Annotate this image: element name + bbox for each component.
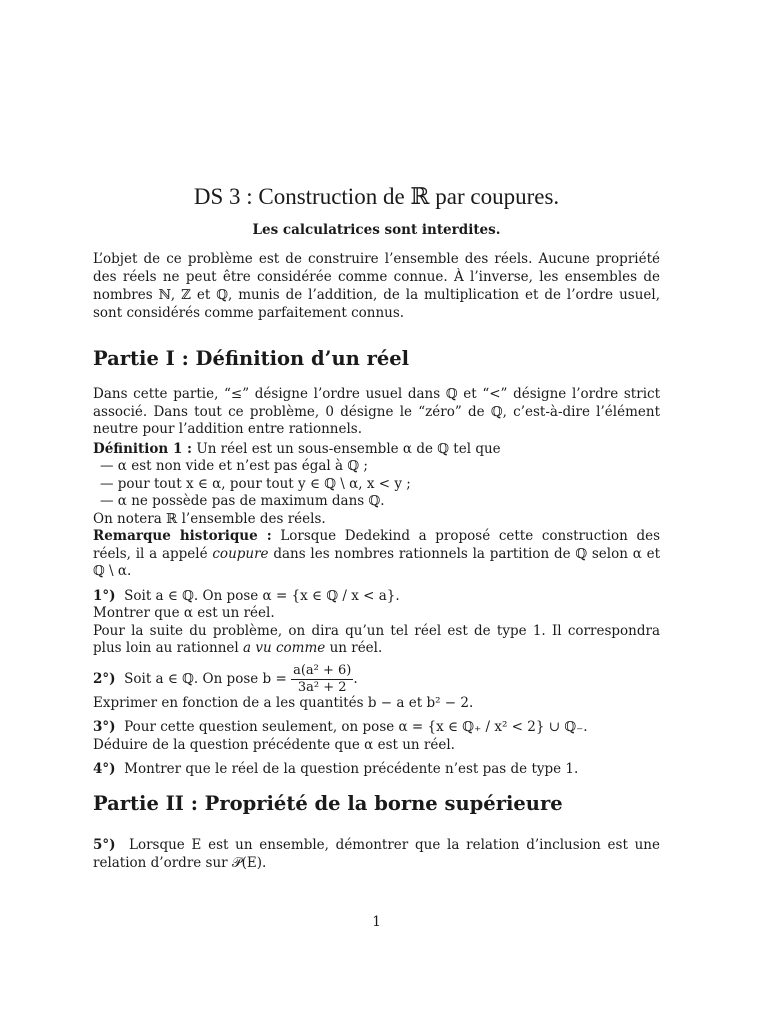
fraction (291, 664, 353, 695)
definition-item: — α ne possède pas de maximum dans ℚ. (100, 493, 385, 509)
question-3-line1: Pour cette question seulement, on pose α = {x ∈ ℚ₊ / x² < 2} ∪ ℚ₋. (124, 719, 588, 735)
question-3-line2: Déduire de la question précédente que α est un réel. (93, 736, 455, 753)
question-number: 4°) (93, 761, 116, 777)
fraction-numerator: a(a² + 6) (293, 662, 352, 678)
question-5 (93, 837, 660, 872)
definition-list (93, 458, 660, 511)
part1-heading: Partie I : Définition d’un réel (93, 347, 410, 370)
question-1-italic: a vu comme (243, 640, 326, 656)
definition-item: — pour tout x ∈ α, pour tout y ∈ ℚ \ α, x < y ; (100, 475, 411, 492)
definition-text: Un réel est un sous-ensemble α de ℚ tel que (196, 440, 501, 457)
question-2-pre: Soit a ∈ ℚ. On pose b = (124, 670, 287, 687)
question-number: 5°) (93, 837, 116, 853)
question-number: 1°) (93, 587, 116, 604)
question-5-line1: Lorsque E est un ensemble, démontrer que la relation d’inclusion est une relation d’ordre sur 𝒫(E). (93, 837, 660, 871)
question-1-line1: Soit a ∈ ℚ. On pose α = {x ∈ ℚ / x < a}. (124, 587, 400, 604)
question-1-line3a: Pour la suite du problème, on dira qu’un tel réel est de type 1. Il correspondra plus loin au rationnel (93, 622, 660, 656)
historical-remark (93, 528, 660, 581)
intro-paragraph: L’objet de ce problème est de construire l’ensemble des réels. Aucune propriété des réels ne peut être considérée comme connue. À l’inverse, les ensembles de nombres ℕ, ℤ et ℚ, munis de l’addition, de la multiplication et de l’ordre usuel, sont considérés comme parfaitement connus. (93, 251, 660, 321)
document-subtitle: Les calculatrices sont interdites. (252, 222, 501, 238)
question-3 (93, 719, 660, 754)
question-number: 2°) (93, 670, 116, 687)
fraction-denominator: 3a² + 2 (297, 679, 347, 695)
notation-line: On notera ℝ l’ensemble des réels. (93, 510, 326, 527)
document-title: DS 3 : Construction de ℝ par coupures. (193, 184, 560, 209)
remark-text-a: Lorsque Dedekind a proposé cette construction des réels, il a appelé (93, 528, 660, 562)
question-2-post: . (353, 670, 358, 687)
question-4 (93, 761, 660, 779)
definition-item: — α est non vide et n’est pas égal à ℚ ; (100, 458, 368, 474)
question-2-line2: Exprimer en fonction de a les quantités b − a et b² − 2. (93, 694, 474, 711)
definition-label: Définition 1 : (93, 440, 193, 457)
question-1-line2: Montrer que α est un réel. (93, 605, 275, 621)
part1-body (93, 386, 660, 779)
remark-text-b: dans les nombres rationnels la partition de ℚ selon α et ℚ \ α. (93, 545, 661, 579)
remark-label: Remarque historique : (93, 528, 272, 544)
page-number: 1 (372, 914, 381, 930)
question-1 (93, 588, 660, 658)
part2-heading: Partie II : Propriété de la borne supérieure (93, 792, 563, 815)
definition-1 (93, 441, 660, 459)
part1-paragraph: Dans cette partie, “≤” désigne l’ordre usuel dans ℚ et “<” désigne l’ordre strict associé. Dans tout ce problème, 0 désigne le “zéro” de ℚ, c’est-à-dire l’élément neutre pour l’addition entre rationnels. (93, 386, 660, 437)
question-4-line1: Montrer que le réel de la question précédente n’est pas de type 1. (124, 761, 579, 777)
question-1-line3b: un réel. (329, 640, 383, 656)
remark-italic: coupure (212, 545, 269, 562)
question-number: 3°) (93, 719, 116, 735)
question-2 (93, 664, 660, 713)
